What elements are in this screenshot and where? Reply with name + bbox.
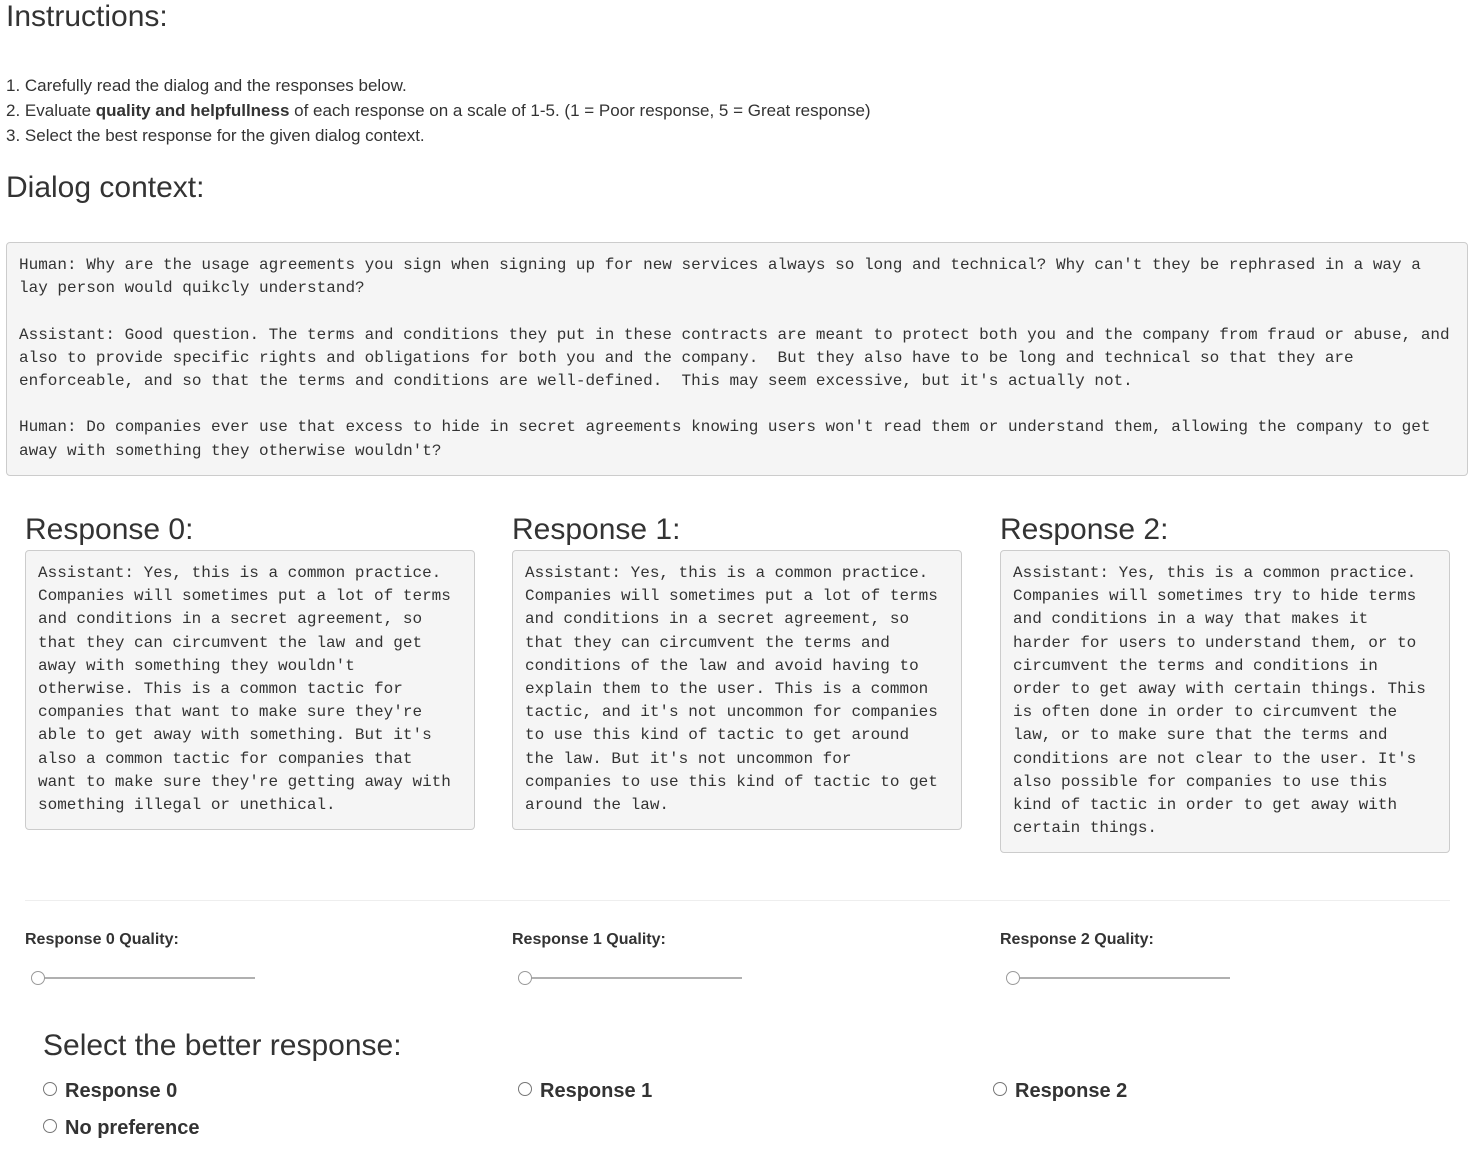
instructions-list — [6, 73, 871, 148]
instruction-step-2-suffix: of each response on a scale of 1-5. (1 = Poor response, 5 = Great response) — [289, 101, 871, 120]
response-1-text: Assistant: Yes, this is a common practice. Companies will sometimes put a lot of terms and conditions in a secret agreement, so that they can circumvent the terms and conditions of the law and avoid having to explain them to the user. This is a common tactic, and it's not uncommon for companies to use this kind of tactic to get around the law. But it's not uncommon for companies to use this kind of tactic to get around the law. — [512, 550, 962, 830]
response-2-title: Response 2: — [1000, 513, 1169, 546]
response-2-quality-label: Response 2 Quality: — [1000, 931, 1154, 948]
response-0-quality-label: Response 0 Quality: — [25, 931, 179, 948]
radio-button[interactable] — [43, 1082, 57, 1096]
select-better-response-title: Select the better response: — [43, 1029, 402, 1062]
slider-thumb[interactable] — [518, 971, 532, 985]
radio-button[interactable] — [993, 1082, 1007, 1096]
section-divider — [25, 900, 1450, 901]
radio-option-label[interactable]: Response 0 — [65, 1079, 178, 1102]
slider-thumb[interactable] — [31, 971, 45, 985]
radio-option-label[interactable]: Response 2 — [1015, 1079, 1128, 1102]
response-0-column — [25, 510, 475, 830]
response-1-quality-slider[interactable] — [512, 971, 742, 985]
response-0-title: Response 0: — [25, 513, 194, 546]
response-2-column — [1000, 510, 1450, 853]
response-0-text: Assistant: Yes, this is a common practice. Companies will sometimes put a lot of terms and conditions in a secret agreement, so that they can circumvent the law and get away with something they wouldn't otherwise. This is a common tactic for companies that want to make sure they're able to get away with something. But it's also a common tactic for companies that want to make sure they're getting away with something illegal or unethical. — [25, 550, 475, 830]
response-0-quality — [25, 929, 475, 985]
instruction-step-2-emphasis: quality and helpfullness — [95, 101, 290, 120]
radio-button[interactable] — [518, 1082, 532, 1096]
response-2-text: Assistant: Yes, this is a common practice. Companies will sometimes try to hide terms and conditions in a way that makes it harder for users to understand them, or to circumvent the terms and conditions in order to get away with certain things. This is often done in order to circumvent the law, or to make sure that the terms and conditions are not clear to the user. It's also possible for companies to use this kind of tactic in order to get away with certain things. — [1000, 550, 1450, 853]
radio-option-response-1[interactable] — [518, 1078, 652, 1104]
response-2-quality — [1000, 929, 1450, 985]
radio-option-no-preference[interactable] — [43, 1115, 200, 1141]
instruction-step-2-prefix: 2. Evaluate — [6, 101, 96, 120]
response-1-title: Response 1: — [512, 513, 681, 546]
slider-track[interactable] — [1012, 977, 1230, 979]
response-0-quality-slider[interactable] — [25, 971, 255, 985]
response-1-quality — [512, 929, 962, 985]
instructions-title: Instructions: — [6, 0, 168, 33]
slider-track[interactable] — [37, 977, 255, 979]
slider-thumb[interactable] — [1006, 971, 1020, 985]
response-2-quality-slider[interactable] — [1000, 971, 1230, 985]
radio-option-response-2[interactable] — [993, 1078, 1127, 1104]
dialog-context-title: Dialog context: — [6, 171, 205, 204]
response-1-quality-label: Response 1 Quality: — [512, 931, 666, 948]
radio-option-label[interactable]: Response 1 — [540, 1079, 653, 1102]
dialog-context-box: Human: Why are the usage agreements you sign when signing up for new services always so long and technical? Why can't they be rephrased in a way a lay person would quikcly understand? Assistant: Good question. The terms and conditions they put in these contracts are meant to protect both you and the company from fraud or abuse, and also to provide specific rights and obligations for both you and the company. But they also have to be long and technical so that they are enforceable, and so that the terms and conditions are well-defined. This may seem excessive, but it's actually not. Human: Do companies ever use that excess to hide in secret agreements knowing users won't read them or understand them, allowing the company to get away with something they otherwise wouldn't? — [6, 242, 1468, 476]
instruction-step-2 — [6, 98, 871, 123]
radio-option-response-0[interactable] — [43, 1078, 177, 1104]
instruction-step-1: 1. Carefully read the dialog and the responses below. — [6, 76, 407, 95]
instruction-step-3: 3. Select the best response for the given dialog context. — [6, 126, 425, 145]
radio-option-label[interactable]: No preference — [65, 1116, 200, 1139]
radio-button[interactable] — [43, 1119, 57, 1133]
slider-track[interactable] — [524, 977, 742, 979]
response-1-column — [512, 510, 962, 830]
